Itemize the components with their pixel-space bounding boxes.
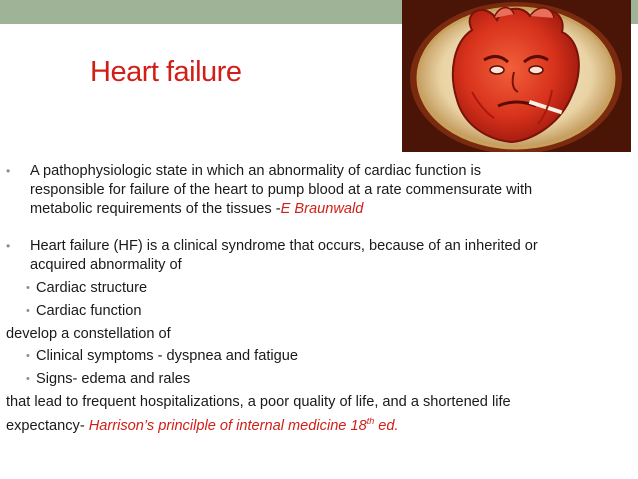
top-accent-bar: [0, 0, 402, 24]
constellation-text: develop a constellation of: [6, 325, 171, 342]
sub-bullet-text: Clinical symptoms - dyspnea and fatigue: [36, 348, 299, 365]
sub-bullet-marker: •: [26, 304, 30, 317]
top-accent-bar-right: [631, 0, 638, 24]
sub-bullet: [6, 279, 634, 298]
citation-braunwald: E Braunwald: [280, 200, 364, 217]
sub-bullet-text: Cardiac structure: [36, 279, 148, 296]
citation-harrison: Harrison’s princilple of internal medicine 18th ed.: [88, 415, 399, 434]
heart-illustration: [402, 0, 631, 152]
closing-line-2: expectancy- Harrison’s princilple of internal medicine 18th ed.: [6, 415, 399, 434]
slide-body: [6, 162, 634, 435]
bullet-definition-line-3: metabolic requirements of the tissues -E Braunwald: [30, 200, 364, 217]
bullet-marker: •: [6, 239, 11, 254]
bullet-definition-line-1: A pathophysiologic state in which an abnormality of cardiac function is: [30, 163, 482, 179]
bullet-definition: [6, 162, 634, 218]
sub-bullet: [6, 302, 634, 321]
bullet-syndrome-line-1: Heart failure (HF) is a clinical syndrome that occurs, because of an inherited or: [30, 238, 538, 255]
sub-bullet-text: Cardiac function: [36, 302, 142, 319]
bullet-definition-line-2: responsible for failure of the heart to pump blood at a rate commensurate with: [30, 181, 533, 198]
sub-bullet-marker: •: [26, 281, 30, 294]
bullet-clinical-syndrome: [6, 237, 634, 275]
sub-bullet-marker: •: [26, 373, 30, 386]
sub-bullet-marker: •: [26, 350, 30, 363]
bullet-marker: •: [6, 164, 11, 178]
closing-line-1: that lead to frequent hospitalizations, a poor quality of life, and a shortened life: [6, 393, 511, 410]
sub-bullet: [6, 370, 634, 389]
sub-bullet: [6, 347, 634, 366]
slide-title: Heart failure: [90, 56, 242, 88]
sub-bullet-text: Signs- edema and rales: [36, 371, 191, 388]
bullet-syndrome-line-2: acquired abnormality of: [30, 257, 182, 274]
